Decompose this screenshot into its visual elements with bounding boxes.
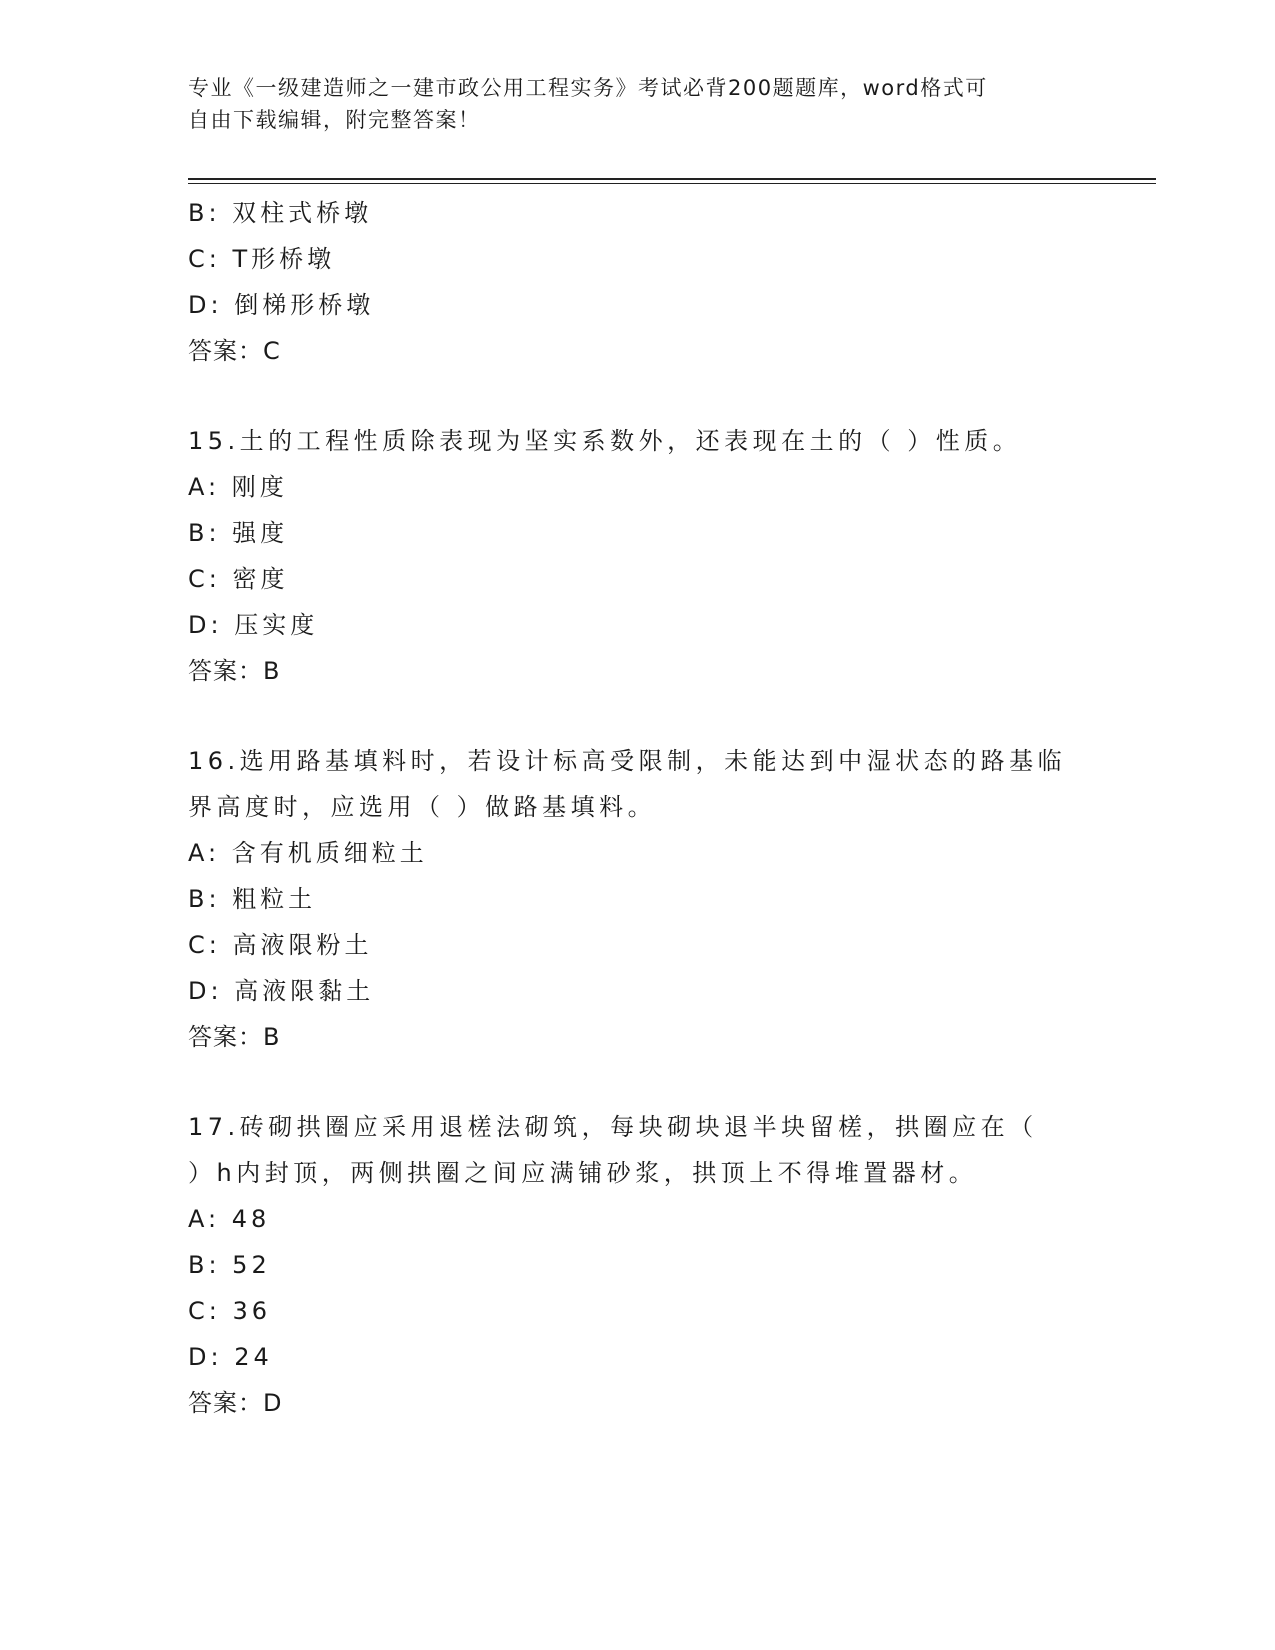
question-text-line-1: 16.选用路基填料时，若设计标高受限制，未能达到中湿状态的路基临 [188,747,1067,775]
answer-line: 答案：B [188,1023,281,1051]
option-b: B: 52 [188,1251,271,1279]
question-text-line-2: 界高度时，应选用（ ）做路基填料。 [188,793,657,821]
answer-line: 答案：B [188,657,281,685]
question-list [188,190,1088,1426]
option-d: D: 压实度 [188,611,319,639]
question-text-line-2: ）h内封顶，两侧拱圈之间应满铺砂浆，拱顶上不得堆置器材。 [188,1159,978,1187]
option-d: D: 倒梯形桥墩 [188,291,375,319]
option-c: C: 密度 [188,565,289,593]
option-c: C: 高液限粉土 [188,931,373,959]
option-c: C: 36 [188,1297,272,1325]
header-divider-thin [188,183,1156,184]
option-d: D: 24 [188,1343,273,1371]
option-b: B: 强度 [188,519,289,547]
option-a: A: 含有机质细粒土 [188,839,428,867]
answer-line: 答案：D [188,1389,283,1417]
question-15 [188,418,1088,694]
question-16 [188,738,1088,1060]
question-text: 15.土的工程性质除表现为坚实系数外，还表现在土的（ ）性质。 [188,427,1022,455]
question-17 [188,1104,1088,1426]
header-line-1: 专业《一级建造师之一建市政公用工程实务》考试必背200题题库，word格式可 [188,76,988,100]
option-a: A: 48 [188,1205,271,1233]
option-b: B: 粗粒土 [188,885,317,913]
option-c: C: T形桥墩 [188,245,336,273]
option-d: D: 高液限黏土 [188,977,375,1005]
header-divider-thick [188,178,1156,180]
document-header [188,72,1078,136]
question-14-tail [188,190,1088,374]
answer-line: 答案：C [188,337,281,365]
option-b: B: 双柱式桥墩 [188,199,373,227]
question-text-line-1: 17.砖砌拱圈应采用退槎法砌筑，每块砌块退半块留槎，拱圈应在（ [188,1113,1038,1141]
header-line-2: 自由下载编辑，附完整答案！ [188,108,481,132]
option-a: A: 刚度 [188,473,288,501]
